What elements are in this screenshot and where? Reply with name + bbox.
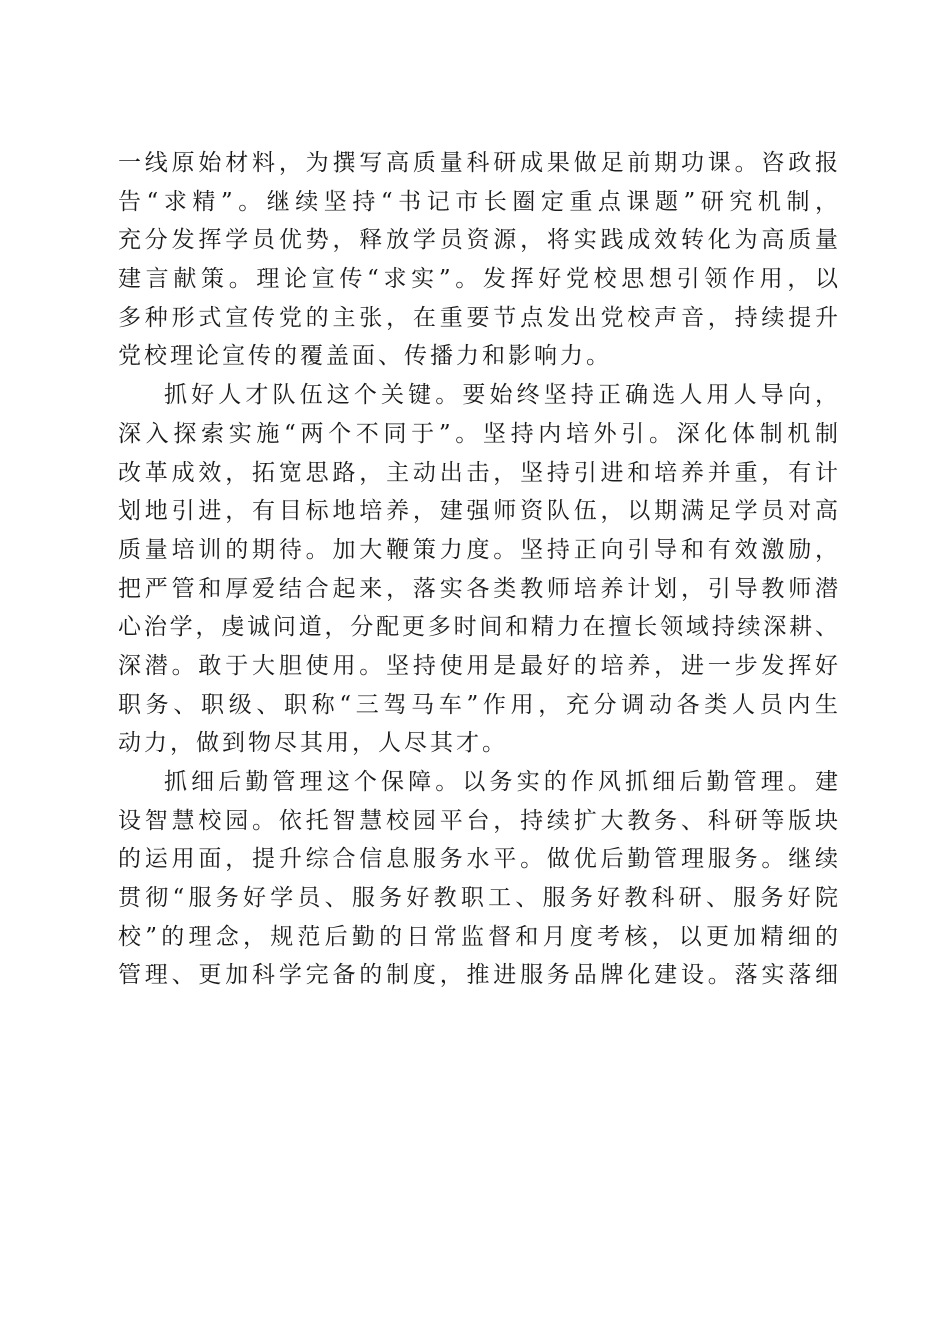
body-text [118, 144, 838, 995]
text-line: 把严管和厚爱结合起来，落实各类教师培养计划，引导教师潜 [118, 575, 838, 602]
text-line: 告“求精”。继续坚持“书记市长圈定重点课题”研究机制， [118, 188, 838, 215]
text-line: 改革成效，拓宽思路，主动出击，坚持引进和培养并重，有计 [118, 459, 838, 486]
text-line: 划地引进，有目标地培养，建强师资队伍，以期满足学员对高 [118, 498, 838, 525]
text-line: 设智慧校园。依托智慧校园平台，持续扩大教务、科研等版块 [118, 807, 838, 834]
text-line: 职务、职级、职称“三驾马车”作用，充分调动各类人员内生 [118, 691, 838, 718]
text-line: 心治学，虔诚问道，分配更多时间和精力在擅长领域持续深耕、 [118, 614, 838, 641]
text-line: 深潜。敢于大胆使用。坚持使用是最好的培养，进一步发挥好 [118, 652, 838, 679]
text-line: 深入探索实施“两个不同于”。坚持内培外引。深化体制机制 [118, 420, 838, 447]
text-line: 一线原始材料，为撰写高质量科研成果做足前期功课。咨政报 [118, 150, 838, 176]
text-line: 动力，做到物尽其用，人尽其才。 [118, 730, 508, 757]
text-line: 贯彻“服务好学员、服务好教职工、服务好教科研、服务好院 [118, 885, 838, 912]
text-line: 抓好人才队伍这个关键。要始终坚持正确选人用人导向， [164, 382, 838, 409]
text-line: 校”的理念，规范后勤的日常监督和月度考核，以更加精细的 [118, 923, 838, 950]
text-line: 的运用面，提升综合信息服务水平。做优后勤管理服务。继续 [118, 846, 838, 873]
text-line: 充分发挥学员优势，释放学员资源，将实践成效转化为高质量 [118, 227, 838, 254]
text-line: 管理、更加科学完备的制度，推进服务品牌化建设。落实落细 [118, 962, 838, 989]
text-line: 党校理论宣传的覆盖面、传播力和影响力。 [118, 343, 612, 370]
text-line: 抓细后勤管理这个保障。以务实的作风抓细后勤管理。建 [164, 769, 838, 795]
text-line: 多种形式宣传党的主张，在重要节点发出党校声音，持续提升 [118, 304, 838, 331]
text-line: 质量培训的期待。加大鞭策力度。坚持正向引导和有效激励， [118, 536, 838, 563]
text-line: 建言献策。理论宣传“求实”。发挥好党校思想引领作用，以 [118, 266, 838, 293]
